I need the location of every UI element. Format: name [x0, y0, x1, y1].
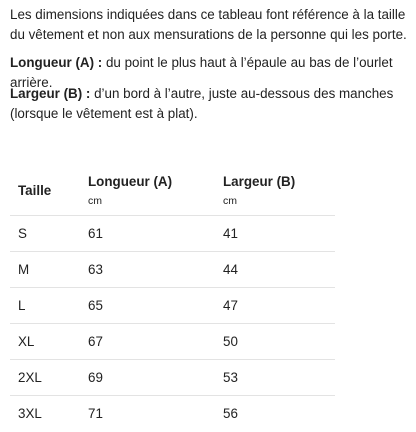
cell-length: 65 [80, 288, 215, 324]
header-label: Largeur (B) [223, 173, 296, 189]
table-row [10, 252, 335, 288]
cell-size: 2XL [10, 360, 80, 396]
header-label: Longueur (A) [88, 173, 173, 189]
table-row [10, 324, 335, 360]
cell-width: 53 [215, 360, 335, 396]
header-size [10, 165, 80, 216]
cell-length: 71 [80, 396, 215, 432]
table-row [10, 216, 335, 252]
cell-size: 3XL [10, 396, 80, 432]
definition-text: du point le plus haut à l’épaule au bas de l’ourlet arrière. [10, 55, 393, 90]
cell-size: L [10, 288, 80, 324]
cell-size: XL [10, 324, 80, 360]
cell-length: 69 [80, 360, 215, 396]
cell-length: 63 [80, 252, 215, 288]
definition-text: d’un bord à l’autre, juste au-dessous des manches (lorsque le vêtement est à plat). [10, 86, 394, 121]
cell-width: 41 [215, 216, 335, 252]
header-unit: cm [223, 194, 237, 207]
cell-width: 47 [215, 288, 335, 324]
header-width [215, 165, 335, 216]
table-header-row [10, 165, 335, 216]
cell-length: 67 [80, 324, 215, 360]
cell-size: S [10, 216, 80, 252]
size-table [10, 165, 335, 431]
header-length [80, 165, 215, 216]
definition-term: Largeur (B) : [10, 86, 91, 101]
table-row [10, 396, 335, 432]
header-unit: cm [88, 194, 102, 207]
definition-term: Longueur (A) : [10, 55, 103, 70]
definition-width [10, 84, 410, 124]
cell-width: 50 [215, 324, 335, 360]
table-row [10, 360, 335, 396]
cell-size: M [10, 252, 80, 288]
cell-width: 56 [215, 396, 335, 432]
table-row [10, 288, 335, 324]
cell-width: 44 [215, 252, 335, 288]
intro-text: Les dimensions indiquées dans ce tableau font référence à la taille du vêtement et non aux mensurations de la personne qui les porte. [10, 7, 407, 42]
header-label: Taille [18, 182, 52, 198]
cell-length: 61 [80, 216, 215, 252]
